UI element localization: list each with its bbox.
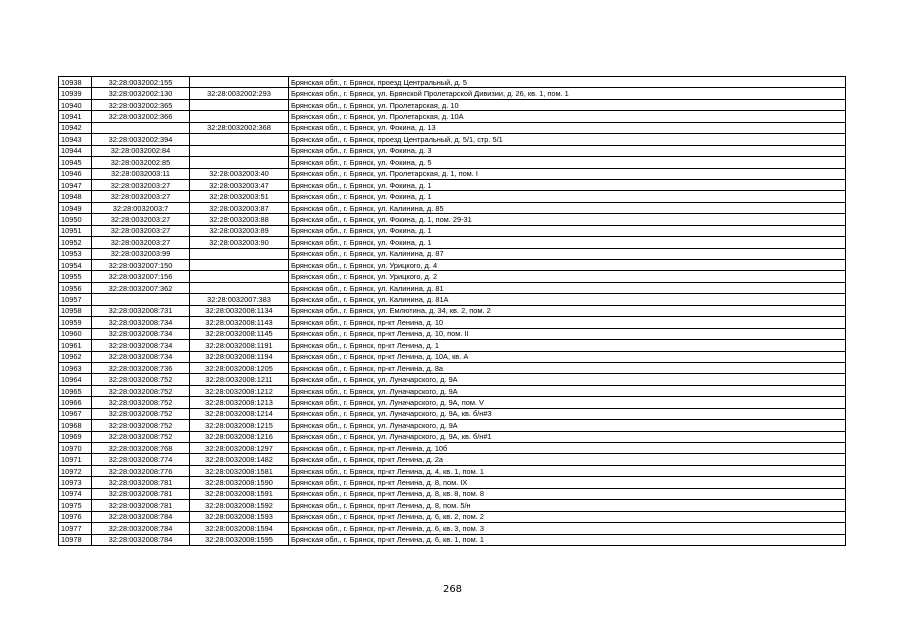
parcel-number-cell: 32:28:0032002:365 xyxy=(92,99,190,110)
table-row xyxy=(59,191,846,202)
address-cell: Брянская обл., г. Брянск, ул. Фокина, д. 1, пом. 29-31 xyxy=(289,214,846,225)
parcel-number-cell: 32:28:0032008:776 xyxy=(92,465,190,476)
parcel-number-cell: 32:28:0032008:752 xyxy=(92,408,190,419)
parcel-number-cell: 32:28:0032008:734 xyxy=(92,340,190,351)
parcel-number-cell: 32:28:0032008:736 xyxy=(92,362,190,373)
address-cell: Брянская обл., г. Брянск, пр-кт Ленина, д. 8, пом. 5/н xyxy=(289,500,846,511)
object-number-cell: 32:28:0032008:1191 xyxy=(190,340,289,351)
parcel-number-cell: 32:28:0032008:731 xyxy=(92,305,190,316)
object-number-cell: 32:28:0032002:293 xyxy=(190,88,289,99)
row-number-cell: 10976 xyxy=(59,511,92,522)
address-cell: Брянская обл., г. Брянск, ул. Фокина, д. 1 xyxy=(289,237,846,248)
table-row xyxy=(59,431,846,442)
object-number-cell xyxy=(190,157,289,168)
parcel-number-cell: 32:28:0032002:366 xyxy=(92,111,190,122)
parcel-number-cell: 32:28:0032003:27 xyxy=(92,191,190,202)
object-number-cell xyxy=(190,248,289,259)
object-number-cell xyxy=(190,282,289,293)
parcel-number-cell: 32:28:0032008:781 xyxy=(92,488,190,499)
object-number-cell: 32:28:0032008:1595 xyxy=(190,534,289,545)
address-cell: Брянская обл., г. Брянск, пр-кт Ленина, д. 6, кв. 2, пом. 2 xyxy=(289,511,846,522)
object-number-cell: 32:28:0032008:1205 xyxy=(190,362,289,373)
table-row xyxy=(59,385,846,396)
table-row xyxy=(59,420,846,431)
table-row xyxy=(59,305,846,316)
row-number-cell: 10977 xyxy=(59,523,92,534)
table-row xyxy=(59,168,846,179)
table-row xyxy=(59,179,846,190)
table-row xyxy=(59,99,846,110)
address-cell: Брянская обл., г. Брянск, пр-кт Ленина, д. 4, кв. 1, пом. 1 xyxy=(289,465,846,476)
table-row xyxy=(59,351,846,362)
parcel-number-cell xyxy=(92,294,190,305)
table-row xyxy=(59,271,846,282)
object-number-cell xyxy=(190,111,289,122)
parcel-number-cell: 32:28:0032007:362 xyxy=(92,282,190,293)
object-number-cell: 32:28:0032008:1212 xyxy=(190,385,289,396)
row-number-cell: 10957 xyxy=(59,294,92,305)
table-row xyxy=(59,488,846,499)
table-row xyxy=(59,122,846,133)
object-number-cell: 32:28:0032008:1593 xyxy=(190,511,289,522)
address-cell: Брянская обл., г. Брянск, проезд Центральный, д. 5/1, стр. 5/1 xyxy=(289,134,846,145)
table-row xyxy=(59,214,846,225)
row-number-cell: 10963 xyxy=(59,362,92,373)
row-number-cell: 10967 xyxy=(59,408,92,419)
object-number-cell: 32:28:0032008:1143 xyxy=(190,317,289,328)
object-number-cell xyxy=(190,77,289,88)
parcel-number-cell: 32:28:0032008:752 xyxy=(92,420,190,431)
row-number-cell: 10947 xyxy=(59,179,92,190)
row-number-cell: 10950 xyxy=(59,214,92,225)
object-number-cell: 32:28:0032008:1594 xyxy=(190,523,289,534)
row-number-cell: 10964 xyxy=(59,374,92,385)
object-number-cell: 32:28:0032007:383 xyxy=(190,294,289,305)
object-number-cell xyxy=(190,260,289,271)
parcel-number-cell: 32:28:0032002:84 xyxy=(92,145,190,156)
parcel-number-cell: 32:28:0032008:781 xyxy=(92,477,190,488)
row-number-cell: 10951 xyxy=(59,225,92,236)
row-number-cell: 10940 xyxy=(59,99,92,110)
parcel-number-cell: 32:28:0032002:130 xyxy=(92,88,190,99)
table-row xyxy=(59,111,846,122)
row-number-cell: 10962 xyxy=(59,351,92,362)
address-cell: Брянская обл., г. Брянск, ул. Пролетарская, д. 10 xyxy=(289,99,846,110)
object-number-cell: 32:28:0032008:1211 xyxy=(190,374,289,385)
object-number-cell: 32:28:0032003:47 xyxy=(190,179,289,190)
address-cell: Брянская обл., г. Брянск, пр-кт Ленина, д. 10А, кв. А xyxy=(289,351,846,362)
object-number-cell: 32:28:0032008:1215 xyxy=(190,420,289,431)
parcel-number-cell xyxy=(92,122,190,133)
object-number-cell xyxy=(190,134,289,145)
row-number-cell: 10952 xyxy=(59,237,92,248)
address-cell: Брянская обл., г. Брянск, пр-кт Ленина, д. 6, кв. 1, пом. 1 xyxy=(289,534,846,545)
parcel-number-cell: 32:28:0032003:27 xyxy=(92,225,190,236)
address-cell: Брянская обл., г. Брянск, ул. Фокина, д. 13 xyxy=(289,122,846,133)
object-number-cell: 32:28:0032008:1216 xyxy=(190,431,289,442)
row-number-cell: 10948 xyxy=(59,191,92,202)
table-row xyxy=(59,328,846,339)
parcel-number-cell: 32:28:0032002:85 xyxy=(92,157,190,168)
parcel-number-cell: 32:28:0032003:99 xyxy=(92,248,190,259)
object-number-cell: 32:28:0032008:1214 xyxy=(190,408,289,419)
table-row xyxy=(59,225,846,236)
table-row xyxy=(59,134,846,145)
row-number-cell: 10970 xyxy=(59,443,92,454)
parcel-number-cell: 32:28:0032003:27 xyxy=(92,179,190,190)
table-row xyxy=(59,340,846,351)
address-cell: Брянская обл., г. Брянск, ул. Урицкого, д. 2 xyxy=(289,271,846,282)
table-row xyxy=(59,465,846,476)
row-number-cell: 10960 xyxy=(59,328,92,339)
parcel-number-cell: 32:28:0032002:155 xyxy=(92,77,190,88)
row-number-cell: 10959 xyxy=(59,317,92,328)
parcel-number-cell: 32:28:0032008:752 xyxy=(92,374,190,385)
object-number-cell: 32:28:0032008:1297 xyxy=(190,443,289,454)
row-number-cell: 10975 xyxy=(59,500,92,511)
table-row xyxy=(59,145,846,156)
registry-table xyxy=(58,76,846,546)
table-row xyxy=(59,362,846,373)
table-row xyxy=(59,248,846,259)
parcel-number-cell: 32:28:0032007:150 xyxy=(92,260,190,271)
address-cell: Брянская обл., г. Брянск, пр-кт Ленина, д. 10 xyxy=(289,317,846,328)
table-row xyxy=(59,534,846,545)
object-number-cell: 32:28:0032003:51 xyxy=(190,191,289,202)
object-number-cell xyxy=(190,145,289,156)
parcel-number-cell: 32:28:0032008:752 xyxy=(92,397,190,408)
row-number-cell: 10939 xyxy=(59,88,92,99)
object-number-cell: 32:28:0032008:1134 xyxy=(190,305,289,316)
address-cell: Брянская обл., г. Брянск, ул. Емлютина, д. 34, кв. 2, пом. 2 xyxy=(289,305,846,316)
object-number-cell xyxy=(190,271,289,282)
row-number-cell: 10969 xyxy=(59,431,92,442)
address-cell: Брянская обл., г. Брянск, ул. Пролетарская, д. 1, пом. I xyxy=(289,168,846,179)
table-row xyxy=(59,397,846,408)
address-cell: Брянская обл., г. Брянск, ул. Луначарского, д. 9А xyxy=(289,420,846,431)
parcel-number-cell: 32:28:0032003:7 xyxy=(92,202,190,213)
object-number-cell: 32:28:0032002:368 xyxy=(190,122,289,133)
row-number-cell: 10943 xyxy=(59,134,92,145)
object-number-cell: 32:28:0032008:1592 xyxy=(190,500,289,511)
object-number-cell: 32:28:0032008:1213 xyxy=(190,397,289,408)
table-row xyxy=(59,523,846,534)
row-number-cell: 10949 xyxy=(59,202,92,213)
parcel-number-cell: 32:28:0032008:784 xyxy=(92,534,190,545)
object-number-cell: 32:28:0032003:87 xyxy=(190,202,289,213)
parcel-number-cell: 32:28:0032008:784 xyxy=(92,511,190,522)
table-row xyxy=(59,202,846,213)
address-cell: Брянская обл., г. Брянск, ул. Фокина, д. 1 xyxy=(289,225,846,236)
row-number-cell: 10973 xyxy=(59,477,92,488)
table-row xyxy=(59,260,846,271)
row-number-cell: 10942 xyxy=(59,122,92,133)
address-cell: Брянская обл., г. Брянск, ул. Калинина, д. 85 xyxy=(289,202,846,213)
row-number-cell: 10955 xyxy=(59,271,92,282)
row-number-cell: 10974 xyxy=(59,488,92,499)
page-number: 268 xyxy=(442,584,463,595)
row-number-cell: 10941 xyxy=(59,111,92,122)
table-row xyxy=(59,237,846,248)
row-number-cell: 10978 xyxy=(59,534,92,545)
parcel-number-cell: 32:28:0032008:734 xyxy=(92,351,190,362)
parcel-number-cell: 32:28:0032008:752 xyxy=(92,385,190,396)
parcel-number-cell: 32:28:0032008:784 xyxy=(92,523,190,534)
table-row xyxy=(59,317,846,328)
address-cell: Брянская обл., г. Брянск, пр-кт Ленина, д. 1 xyxy=(289,340,846,351)
table-row xyxy=(59,443,846,454)
object-number-cell: 32:28:0032003:90 xyxy=(190,237,289,248)
table-row xyxy=(59,500,846,511)
object-number-cell: 32:28:0032008:1145 xyxy=(190,328,289,339)
table-row xyxy=(59,408,846,419)
registry-table-body xyxy=(59,77,846,546)
row-number-cell: 10965 xyxy=(59,385,92,396)
table-row xyxy=(59,511,846,522)
table-row xyxy=(59,477,846,488)
parcel-number-cell: 32:28:0032008:752 xyxy=(92,431,190,442)
table-row xyxy=(59,157,846,168)
parcel-number-cell: 32:28:0032002:394 xyxy=(92,134,190,145)
address-cell: Брянская обл., г. Брянск, ул. Калинина, д. 87 xyxy=(289,248,846,259)
parcel-number-cell: 32:28:0032008:774 xyxy=(92,454,190,465)
address-cell: Брянская обл., г. Брянск, ул. Урицкого, д. 4 xyxy=(289,260,846,271)
row-number-cell: 10953 xyxy=(59,248,92,259)
row-number-cell: 10968 xyxy=(59,420,92,431)
address-cell: Брянская обл., г. Брянск, проезд Центральный, д. 5 xyxy=(289,77,846,88)
row-number-cell: 10961 xyxy=(59,340,92,351)
address-cell: Брянская обл., г. Брянск, пр-кт Ленина, д. 8, кв. 8, пом. 8 xyxy=(289,488,846,499)
object-number-cell: 32:28:0032003:88 xyxy=(190,214,289,225)
table-row xyxy=(59,454,846,465)
row-number-cell: 10954 xyxy=(59,260,92,271)
row-number-cell: 10956 xyxy=(59,282,92,293)
table-row xyxy=(59,294,846,305)
object-number-cell: 32:28:0032008:1591 xyxy=(190,488,289,499)
address-cell: Брянская обл., г. Брянск, ул. Фокина, д. 5 xyxy=(289,157,846,168)
address-cell: Брянская обл., г. Брянск, пр-кт Ленина, д. 8, пом. IX xyxy=(289,477,846,488)
row-number-cell: 10946 xyxy=(59,168,92,179)
parcel-number-cell: 32:28:0032008:781 xyxy=(92,500,190,511)
row-number-cell: 10971 xyxy=(59,454,92,465)
address-cell: Брянская обл., г. Брянск, ул. Луначарского, д. 9А, кв. б/н#3 xyxy=(289,408,846,419)
object-number-cell: 32:28:0032003:40 xyxy=(190,168,289,179)
object-number-cell: 32:28:0032003:89 xyxy=(190,225,289,236)
row-number-cell: 10945 xyxy=(59,157,92,168)
address-cell: Брянская обл., г. Брянск, пр-кт Ленина, д. 6, кв. 3, пом. 3 xyxy=(289,523,846,534)
address-cell: Брянская обл., г. Брянск, ул. Калинина, д. 81А xyxy=(289,294,846,305)
row-number-cell: 10972 xyxy=(59,465,92,476)
table-row xyxy=(59,88,846,99)
address-cell: Брянская обл., г. Брянск, пр-кт Ленина, д. 10, пом. II xyxy=(289,328,846,339)
address-cell: Брянская обл., г. Брянск, пр-кт Ленина, д. 2а xyxy=(289,454,846,465)
table-row xyxy=(59,282,846,293)
address-cell: Брянская обл., г. Брянск, ул. Луначарского, д. 9А, пом. V xyxy=(289,397,846,408)
address-cell: Брянская обл., г. Брянск, ул. Луначарского, д. 9А, кв. б/н#1 xyxy=(289,431,846,442)
parcel-number-cell: 32:28:0032003:27 xyxy=(92,237,190,248)
object-number-cell: 32:28:0032008:1194 xyxy=(190,351,289,362)
parcel-number-cell: 32:28:0032003:27 xyxy=(92,214,190,225)
address-cell: Брянская обл., г. Брянск, ул. Фокина, д. 1 xyxy=(289,179,846,190)
address-cell: Брянская обл., г. Брянск, ул. Пролетарская, д. 10А xyxy=(289,111,846,122)
object-number-cell xyxy=(190,99,289,110)
address-cell: Брянская обл., г. Брянск, ул. Калинина, д. 81 xyxy=(289,282,846,293)
row-number-cell: 10966 xyxy=(59,397,92,408)
parcel-number-cell: 32:28:0032008:734 xyxy=(92,328,190,339)
row-number-cell: 10938 xyxy=(59,77,92,88)
address-cell: Брянская обл., г. Брянск, ул. Луначарского, д. 9А xyxy=(289,374,846,385)
parcel-number-cell: 32:28:0032008:768 xyxy=(92,443,190,454)
table-row xyxy=(59,77,846,88)
row-number-cell: 10958 xyxy=(59,305,92,316)
address-cell: Брянская обл., г. Брянск, ул. Фокина, д. 1 xyxy=(289,191,846,202)
object-number-cell: 32:28:0032008:1581 xyxy=(190,465,289,476)
parcel-number-cell: 32:28:0032003:11 xyxy=(92,168,190,179)
parcel-number-cell: 32:28:0032008:734 xyxy=(92,317,190,328)
parcel-number-cell: 32:28:0032007:156 xyxy=(92,271,190,282)
address-cell: Брянская обл., г. Брянск, ул. Луначарского, д. 9А xyxy=(289,385,846,396)
address-cell: Брянская обл., г. Брянск, ул. Брянской Пролетарской Дивизии, д. 26, кв. 1, пом. 1 xyxy=(289,88,846,99)
table-row xyxy=(59,374,846,385)
object-number-cell: 32:28:0032008:1590 xyxy=(190,477,289,488)
address-cell: Брянская обл., г. Брянск, пр-кт Ленина, д. 10б xyxy=(289,443,846,454)
row-number-cell: 10944 xyxy=(59,145,92,156)
object-number-cell: 32:28:0032008:1482 xyxy=(190,454,289,465)
address-cell: Брянская обл., г. Брянск, пр-кт Ленина, д. 8а xyxy=(289,362,846,373)
address-cell: Брянская обл., г. Брянск, ул. Фокина, д. 3 xyxy=(289,145,846,156)
